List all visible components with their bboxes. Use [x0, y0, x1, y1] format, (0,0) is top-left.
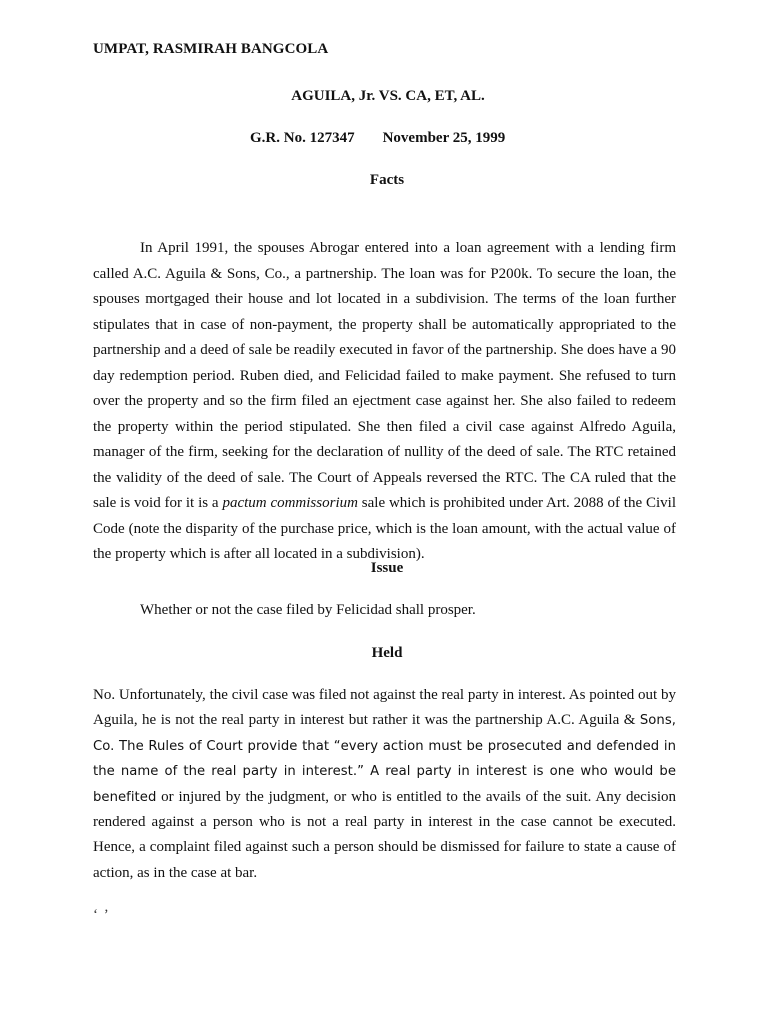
facts-latin-term: pactum commissorium — [222, 495, 358, 511]
author-name: UMPAT, RASMIRAH BANGCOLA — [93, 41, 329, 57]
decision-date: November 25, 1999 — [382, 130, 506, 146]
held-text-part-2: or injured by the judgment, or who is entitled to the avails of the suit. Any decision rendered against a person who is not a real party in interest in the case cannot be executed. Hence, a complaint filed against such a person should be dismissed for failure to state a cause of action, as in the case at bar. — [93, 788, 676, 881]
held-text-quoted-rule: Sons, Co. The Rules of Court provide that “every action must be prosecuted and defended in the name of the real party in interest.” A real party in interest is one who would be benefited — [93, 713, 676, 805]
stray-quote-marks: ‘ ’ — [93, 907, 110, 923]
gr-number: G.R. No. 127347 — [250, 130, 355, 146]
facts-paragraph — [93, 236, 676, 568]
case-title: AGUILA, Jr. VS. CA, ET, AL. — [291, 88, 485, 104]
facts-text-part-2: sale which is prohibited under Art. 2088 of the Civil Code (note the disparity of the purchase price, which is the loan amount, with the actual value of the property which is after all located in a subdivision). — [93, 495, 676, 562]
held-heading: Held — [371, 645, 403, 661]
held-paragraph — [93, 683, 676, 886]
facts-heading: Facts — [369, 172, 405, 188]
facts-text-part-1: In April 1991, the spouses Abrogar entered into a loan agreement with a lending firm called A.C. Aguila & Sons, Co., a partnership. The loan was for P200k. To secure the loan, the spouses mortgaged their house and lot located in a subdivision. The terms of the loan further stipulates that in case of non-payment, the property shall be automatically appropriated to the partnership and a deed of sale be readily executed in favor of the partnership. She does have a 90 day redemption period. Ruben died, and Felicidad failed to make payment. She refused to turn over the property and so the firm filed an ejectment case against her. She also failed to redeem the property within the period stipulated. She then filed a civil case against Alfredo Aguila, manager of the firm, seeking for the declaration of nullity of the deed of sale. The RTC retained the validity of the deed of sale. The Court of Appeals reversed the RTC. The CA ruled that the sale is void for it is a — [93, 240, 676, 511]
held-text-part-1: No. Unfortunately, the civil case was filed not against the real party in interest. As pointed out by Aguila, he is not the real party in interest but rather it was the partnership A.C. Aguila & — [93, 687, 676, 729]
issue-paragraph: Whether or not the case filed by Felicidad shall prosper. — [140, 602, 476, 618]
issue-heading: Issue — [370, 560, 404, 576]
case-reference — [250, 130, 505, 147]
